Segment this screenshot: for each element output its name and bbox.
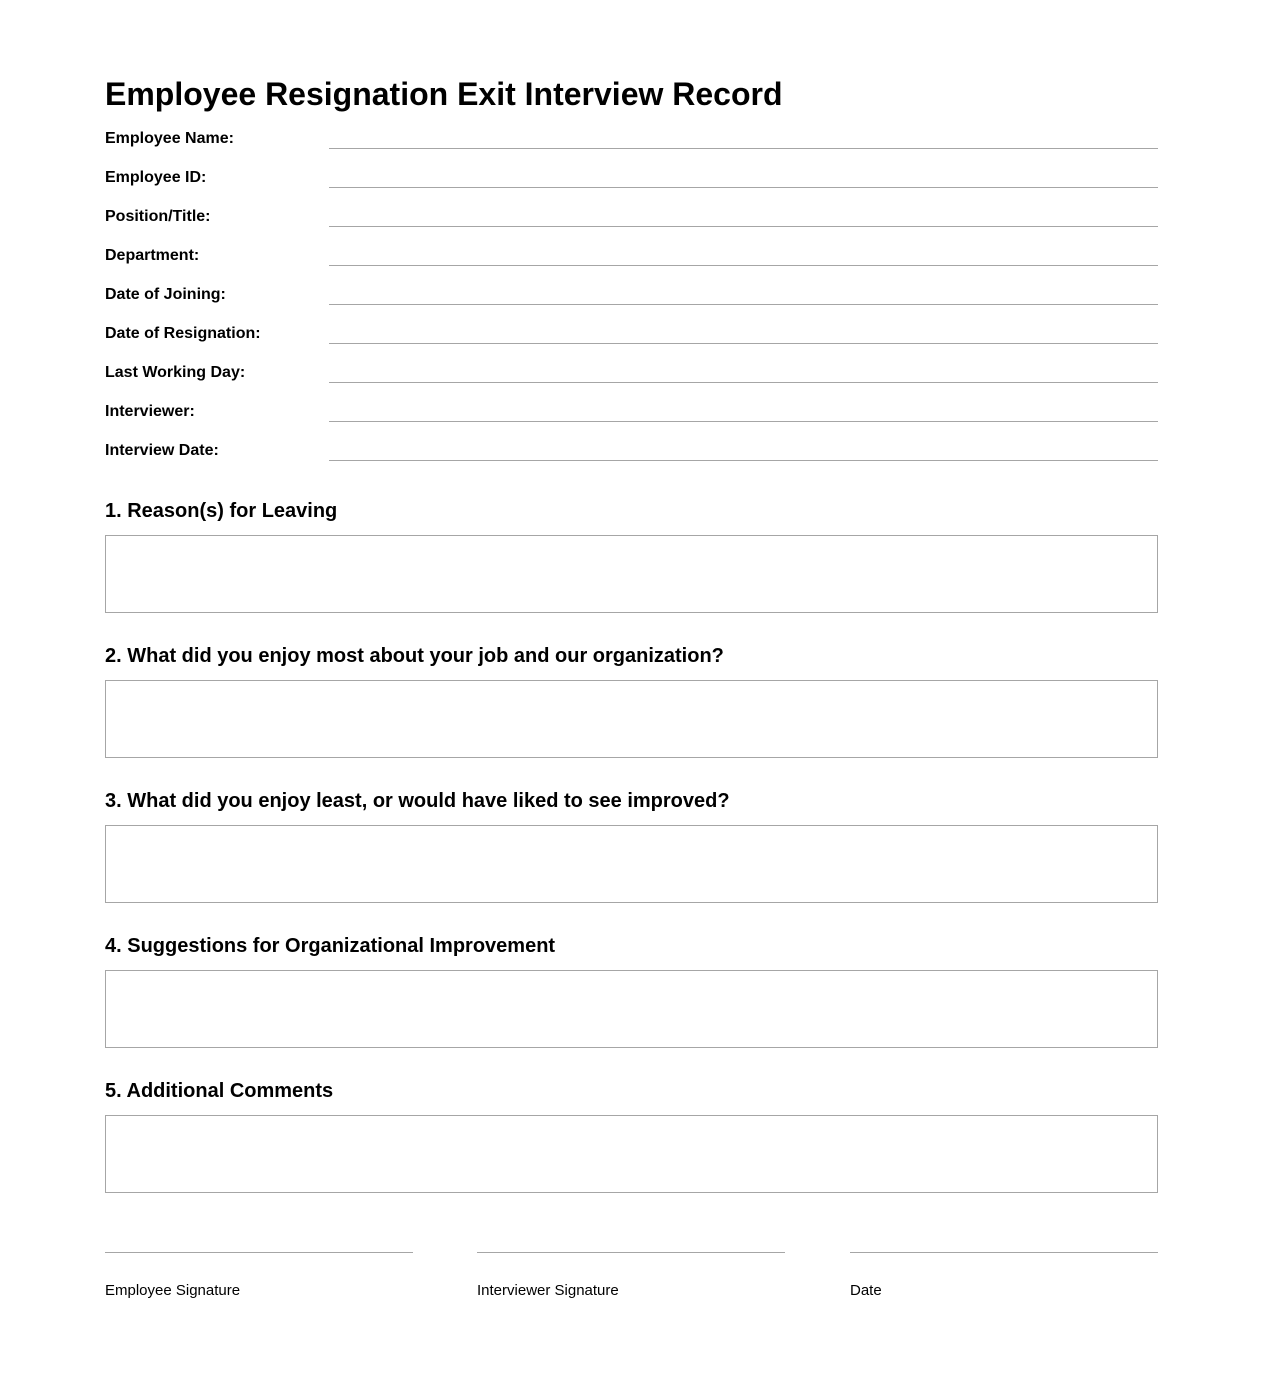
additional-comments-answer-box[interactable] xyxy=(105,1115,1158,1193)
section-heading-suggestions: 4. Suggestions for Organizational Improvement xyxy=(105,935,556,957)
field-label: Interview Date: xyxy=(105,442,219,459)
field-label: Last Working Day: xyxy=(105,364,246,381)
interviewer-input-line[interactable] xyxy=(329,421,1158,422)
last-working-day-input-line[interactable] xyxy=(329,382,1158,383)
suggestions-answer-box[interactable] xyxy=(105,970,1158,1048)
enjoyed-most-answer-box[interactable] xyxy=(105,680,1158,758)
field-date-of-joining xyxy=(105,285,1158,324)
field-label: Employee Name: xyxy=(105,130,234,147)
section-heading-enjoyed-least: 3. What did you enjoy least, or would have liked to see improved? xyxy=(105,790,730,812)
interview-date-input-line[interactable] xyxy=(329,460,1158,461)
employee-signature-line[interactable] xyxy=(105,1252,413,1253)
field-label: Position/Title: xyxy=(105,208,211,225)
field-position-title xyxy=(105,207,1158,246)
signature-label: Interviewer Signature xyxy=(477,1282,619,1299)
field-employee-name xyxy=(105,129,1158,168)
field-label: Date of Joining: xyxy=(105,286,226,303)
interviewer-signature-line[interactable] xyxy=(477,1252,785,1253)
field-date-of-resignation xyxy=(105,324,1158,363)
date-of-joining-input-line[interactable] xyxy=(329,304,1158,305)
enjoyed-least-answer-box[interactable] xyxy=(105,825,1158,903)
field-interview-date xyxy=(105,441,1158,480)
reasons-for-leaving-answer-box[interactable] xyxy=(105,535,1158,613)
employee-name-input-line[interactable] xyxy=(329,148,1158,149)
department-input-line[interactable] xyxy=(329,265,1158,266)
date-signature-line[interactable] xyxy=(850,1252,1158,1253)
section-heading-additional-comments: 5. Additional Comments xyxy=(105,1080,334,1102)
page-title: Employee Resignation Exit Interview Record xyxy=(105,76,783,112)
employee-id-input-line[interactable] xyxy=(329,187,1158,188)
signature-label: Employee Signature xyxy=(105,1282,241,1299)
date-of-resignation-input-line[interactable] xyxy=(329,343,1158,344)
employee-signature-block xyxy=(105,1252,413,1300)
field-label: Date of Resignation: xyxy=(105,325,261,342)
interviewer-signature-block xyxy=(477,1252,785,1300)
field-label: Interviewer: xyxy=(105,403,195,420)
field-department xyxy=(105,246,1158,285)
date-signature-block xyxy=(850,1252,1158,1300)
field-label: Department: xyxy=(105,247,200,264)
section-heading-reasons-for-leaving: 1. Reason(s) for Leaving xyxy=(105,500,338,522)
position-title-input-line[interactable] xyxy=(329,226,1158,227)
field-interviewer xyxy=(105,402,1158,441)
field-employee-id xyxy=(105,168,1158,207)
signature-label: Date xyxy=(850,1282,882,1299)
field-label: Employee ID: xyxy=(105,169,207,186)
field-last-working-day xyxy=(105,363,1158,402)
section-heading-enjoyed-most: 2. What did you enjoy most about your job and our organization? xyxy=(105,645,724,667)
